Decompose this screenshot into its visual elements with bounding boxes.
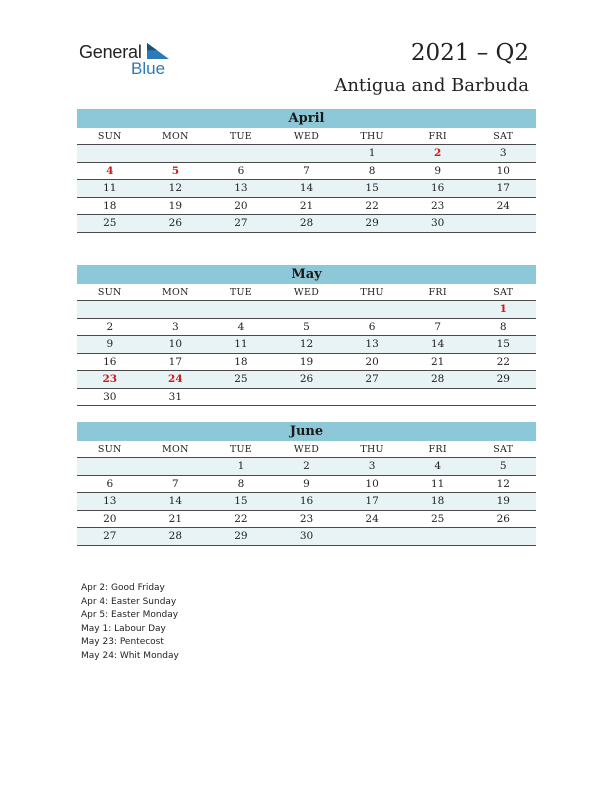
day-cell: 12 — [496, 477, 510, 490]
holiday-note: Apr 4: Easter Sunday — [81, 596, 177, 607]
day-cell: 9 — [106, 338, 114, 350]
day-cell: 25 — [103, 217, 117, 229]
week-row — [77, 163, 536, 181]
day-cell: 26 — [496, 512, 510, 525]
week-row — [77, 198, 536, 216]
day-cell: 3 — [368, 460, 376, 472]
day-cell: 2 — [303, 460, 310, 472]
logo-word-general: General — [79, 42, 142, 62]
day-cell: 21 — [430, 355, 445, 368]
day-cell: 19 — [299, 355, 314, 368]
day-cell: 14 — [430, 338, 445, 350]
day-cell — [208, 145, 274, 162]
day-cell: 28 — [430, 373, 445, 385]
day-cell: 16 — [103, 355, 117, 368]
day-cell: 18 — [430, 495, 445, 507]
day-cell: 7 — [434, 320, 442, 333]
day-cell: 9 — [434, 164, 442, 177]
month-may — [77, 265, 536, 406]
holiday-note: May 24: Whit Monday — [81, 650, 179, 661]
day-cell: 4 — [434, 460, 442, 472]
weekday-header-row — [77, 128, 536, 145]
week-row — [77, 493, 536, 511]
week-row — [77, 389, 536, 407]
day-cell: 14 — [299, 182, 314, 194]
day-cell — [405, 389, 471, 406]
day-cell — [339, 528, 405, 545]
day-cell: 7 — [172, 477, 179, 490]
day-cell: 22 — [365, 199, 379, 212]
holiday-day-cell: 23 — [102, 373, 118, 385]
week-row — [77, 528, 536, 546]
day-cell: 5 — [303, 320, 310, 333]
day-cell: 2 — [106, 320, 114, 333]
month-name: April — [77, 109, 536, 128]
day-cell: 18 — [103, 199, 117, 212]
holiday-day-cell: 2 — [434, 147, 442, 159]
day-cell: 12 — [168, 182, 183, 194]
weekday-label: TUE — [229, 287, 253, 298]
day-cell: 6 — [106, 477, 114, 490]
day-cell — [405, 528, 471, 545]
weekday-label: MON — [162, 444, 189, 455]
week-row — [77, 336, 536, 354]
day-cell: 13 — [103, 495, 117, 507]
day-cell: 30 — [299, 530, 314, 542]
weekday-label: WED — [293, 444, 320, 455]
holiday-note: May 23: Pentecost — [81, 637, 164, 648]
day-cell: 20 — [234, 199, 248, 212]
day-cell: 10 — [496, 164, 510, 177]
day-cell — [274, 389, 340, 406]
weekday-label: THU — [360, 287, 384, 298]
day-cell — [339, 389, 405, 406]
day-cell — [77, 458, 143, 475]
day-cell: 13 — [365, 338, 379, 350]
day-cell: 12 — [299, 338, 314, 350]
day-cell: 28 — [299, 217, 314, 229]
day-cell: 19 — [496, 495, 510, 507]
day-cell: 6 — [237, 164, 245, 177]
week-row — [77, 319, 536, 337]
weekday-label: WED — [293, 287, 320, 298]
day-cell: 7 — [303, 164, 310, 177]
day-cell: 24 — [496, 199, 510, 212]
holiday-note: May 1: Labour Day — [81, 623, 166, 634]
day-cell — [339, 301, 405, 318]
week-row — [77, 215, 536, 233]
logo-triangle-icon — [147, 43, 169, 59]
day-cell: 11 — [234, 338, 248, 350]
day-cell: 25 — [234, 373, 248, 385]
weekday-label: FRI — [428, 131, 447, 142]
day-cell — [470, 389, 536, 406]
weekday-label: THU — [360, 131, 384, 142]
day-cell: 21 — [299, 199, 314, 212]
holiday-note: Apr 5: Easter Monday — [81, 610, 179, 621]
holiday-day-cell: 5 — [171, 164, 180, 177]
day-cell: 8 — [237, 477, 245, 490]
day-cell: 29 — [496, 373, 510, 385]
day-cell: 22 — [234, 512, 248, 525]
week-row — [77, 145, 536, 163]
day-cell: 15 — [496, 338, 510, 350]
day-cell: 17 — [168, 355, 183, 368]
day-cell: 17 — [365, 495, 379, 507]
day-cell — [143, 458, 209, 475]
day-cell: 8 — [499, 320, 507, 333]
weekday-label: SAT — [493, 444, 514, 455]
day-cell: 29 — [365, 217, 379, 229]
day-cell: 26 — [168, 217, 183, 229]
holiday-day-cell: 1 — [499, 303, 507, 315]
day-cell — [77, 145, 143, 162]
weekday-label: THU — [360, 444, 384, 455]
weekday-label: WED — [293, 131, 320, 142]
day-cell: 6 — [368, 320, 376, 333]
day-cell — [143, 145, 209, 162]
day-cell: 1 — [368, 147, 376, 159]
day-cell: 3 — [172, 320, 179, 333]
week-row — [77, 180, 536, 198]
week-row — [77, 354, 536, 372]
week-row — [77, 301, 536, 319]
day-cell: 10 — [168, 338, 183, 350]
logo-word-blue: Blue — [131, 59, 166, 78]
day-cell: 14 — [168, 495, 183, 507]
day-cell — [274, 301, 340, 318]
brand-logo — [79, 40, 179, 80]
week-row — [77, 371, 536, 389]
day-cell: 20 — [103, 512, 117, 525]
weekday-label: FRI — [428, 444, 447, 455]
day-cell: 24 — [365, 512, 379, 525]
day-cell — [143, 301, 209, 318]
month-name: May — [77, 265, 536, 284]
day-cell: 4 — [237, 320, 245, 333]
week-row — [77, 511, 536, 529]
day-cell — [208, 389, 274, 406]
holiday-day-cell: 24 — [168, 373, 183, 385]
day-cell: 22 — [496, 355, 510, 368]
day-cell: 26 — [299, 373, 314, 385]
weekday-label: SAT — [493, 287, 514, 298]
day-cell: 21 — [168, 512, 183, 525]
week-row — [77, 476, 536, 494]
day-cell: 13 — [234, 182, 248, 194]
weekday-header-row — [77, 284, 536, 301]
week-row — [77, 458, 536, 476]
day-cell: 16 — [430, 182, 445, 194]
day-cell: 19 — [168, 199, 183, 212]
day-cell: 30 — [103, 390, 117, 403]
day-cell: 23 — [430, 199, 445, 212]
day-cell: 18 — [234, 355, 248, 368]
day-cell — [405, 301, 471, 318]
month-june — [77, 422, 536, 546]
day-cell: 17 — [496, 182, 510, 194]
day-cell: 31 — [168, 390, 183, 403]
day-cell — [77, 301, 143, 318]
day-cell: 5 — [499, 460, 507, 472]
day-cell — [208, 301, 274, 318]
day-cell: 27 — [365, 373, 379, 385]
day-cell: 11 — [103, 182, 117, 194]
day-cell: 27 — [103, 530, 117, 542]
weekday-label: SUN — [97, 131, 122, 142]
weekday-label: SAT — [493, 131, 514, 142]
day-cell: 30 — [430, 217, 445, 229]
day-cell: 27 — [234, 217, 248, 229]
day-cell: 29 — [234, 530, 248, 542]
day-cell: 15 — [365, 182, 379, 194]
weekday-header-row — [77, 441, 536, 458]
holiday-day-cell: 4 — [106, 164, 114, 177]
weekday-label: SUN — [97, 287, 122, 298]
day-cell: 1 — [237, 460, 245, 472]
day-cell: 10 — [365, 477, 379, 490]
day-cell — [470, 528, 536, 545]
weekday-label: TUE — [229, 444, 253, 455]
country-name: Antigua and Barbuda — [334, 75, 529, 96]
day-cell: 9 — [303, 477, 310, 490]
weekday-label: MON — [162, 287, 189, 298]
month-april — [77, 109, 536, 233]
day-cell: 28 — [168, 530, 183, 542]
weekday-label: SUN — [97, 444, 122, 455]
weekday-label: MON — [162, 131, 189, 142]
day-cell: 23 — [299, 512, 314, 525]
day-cell — [470, 215, 536, 232]
day-cell: 20 — [365, 355, 379, 368]
day-cell: 25 — [430, 512, 445, 525]
holiday-notes — [81, 582, 179, 664]
month-name: June — [77, 422, 536, 441]
weekday-label: TUE — [229, 131, 253, 142]
day-cell: 16 — [299, 495, 314, 507]
day-cell: 8 — [368, 164, 376, 177]
holiday-note: Apr 2: Good Friday — [81, 583, 165, 593]
weekday-label: FRI — [428, 287, 447, 298]
day-cell: 11 — [430, 477, 445, 490]
page-title: 2021 – Q2 — [410, 40, 529, 66]
day-cell — [274, 145, 340, 162]
day-cell: 3 — [499, 147, 507, 159]
day-cell: 15 — [234, 495, 248, 507]
